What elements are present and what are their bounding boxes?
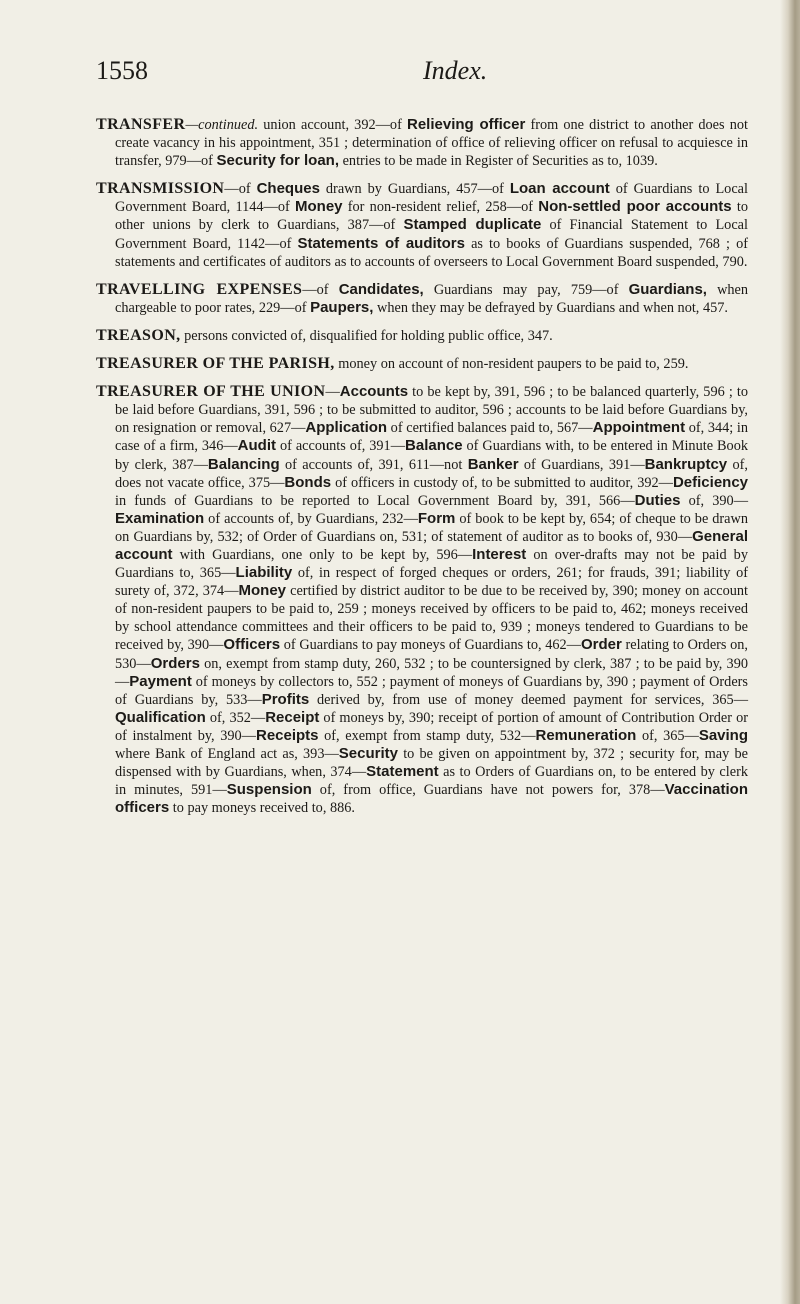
entry-headword: TRANSMISSION — [96, 180, 225, 198]
entry-text: of certified balances paid to, 567— — [387, 420, 593, 437]
subject-heading: Paupers, — [310, 298, 374, 316]
subject-heading: Qualification — [115, 708, 206, 726]
entry-text: of moneys by collectors to, 552 ; payment of moneys of Guardians by, 390 ; payment of Orders of Guardians by, 533— — [115, 673, 748, 708]
index-entry — [96, 180, 748, 270]
subject-heading: Examination — [115, 509, 205, 527]
subject-heading: Suspension — [226, 781, 312, 799]
subject-heading: Cheques — [256, 180, 320, 198]
subject-heading: Balance — [405, 437, 463, 455]
entry-text: of, 365— — [636, 727, 699, 744]
subject-heading: Banker — [467, 455, 519, 473]
entry-text: of accounts of, by Guardians, 232— — [204, 510, 418, 527]
entry-text: of, 390— — [680, 492, 749, 509]
subject-heading: Accounts — [339, 383, 409, 401]
entry-text: with Guardians, one only to be kept by, 596— — [172, 546, 473, 563]
subject-heading: Payment — [129, 672, 192, 690]
entry-text: of Guardians with, to be entered in Minute Book by clerk, 387— — [115, 438, 748, 473]
subject-heading: Money — [238, 582, 287, 600]
entry-text: from one district to another does not create vacancy in his appointment, 351 ; determination of office of relieving officer on refusal to acquiesce in transfer, 979—of — [115, 117, 748, 170]
entry-text: of book to be kept by, 654; of cheque to be drawn on Guardians by, 532; of Order of Guardians on, 531; of statement of auditor as to books of, 930— — [115, 510, 748, 545]
subject-heading: Orders — [150, 654, 200, 672]
subject-heading: Guardians, — [628, 280, 707, 298]
entry-text: for non-resident relief, 258—of — [342, 199, 539, 216]
index-page — [96, 56, 748, 827]
entry-text: as to Orders of Guardians on, to be entered by clerk in minutes, 591— — [115, 764, 749, 799]
entry-text: to be kept by, 391, 596 ; to be balanced quarterly, 596 ; to be laid before Guardians, 391, 596 ; to be submitted to auditor, 596 ; accounts to be laid before Guardians by, on resignation or removal, 627— — [115, 384, 748, 437]
entry-text: of, exempt from stamp duty, 532— — [318, 727, 536, 744]
subject-heading: Interest — [472, 545, 527, 563]
subject-heading: Non-settled poor accounts — [538, 198, 732, 216]
entry-headword: TREASURER OF THE UNION — [96, 383, 326, 401]
subject-heading: Statements of auditors — [297, 234, 465, 252]
entry-text: Guardians may pay, 759—of — [423, 281, 629, 298]
entry-text: of, 344; in case of a firm, 346— — [115, 420, 748, 455]
book-spine-shadow — [780, 0, 800, 1304]
index-entries — [96, 116, 748, 817]
subject-heading: Vaccination officers — [115, 781, 748, 817]
entry-text: of moneys by, 390; receipt of portion of amount of Contribution Order or of instalment by, 390— — [115, 709, 748, 744]
page-number: 1558 — [96, 56, 148, 85]
entry-text: on over-drafts may not be paid by Guardians to, 365— — [115, 546, 748, 582]
entry-text: of, 352— — [205, 709, 266, 726]
entry-text: of, from office, Guardians have not powers for, 378— — [311, 782, 665, 799]
subject-heading: Loan account — [509, 180, 610, 198]
entry-text: on, exempt from stamp duty, 260, 532 ; to be countersigned by clerk, 387 ; to be paid by, 390— — [115, 655, 748, 690]
entry-headword: TREASURER OF THE PARISH, — [96, 355, 335, 373]
subject-heading: Audit — [237, 437, 276, 455]
index-entry — [96, 281, 748, 317]
subject-heading: Candidates, — [338, 280, 424, 298]
entry-text: of officers in custody of, to be submitted to auditor, 392— — [331, 474, 673, 491]
entry-text: when they may be defrayed by Guardians and when not, 457. — [373, 299, 728, 316]
subject-heading: Appointment — [592, 419, 686, 437]
subject-heading: Form — [417, 509, 456, 527]
index-entry — [96, 355, 748, 373]
entry-text: of Financial Statement to Local Government Board, 1142—of — [115, 217, 748, 252]
subject-heading: Saving — [698, 726, 748, 744]
subject-heading: Duties — [634, 491, 681, 509]
entry-text: of accounts of, 391— — [275, 438, 406, 455]
index-entry — [96, 383, 748, 817]
entry-text: — — [325, 384, 340, 401]
subject-heading: Money — [295, 198, 343, 216]
entry-text: derived by, from use of money deemed payment for services, 365— — [309, 691, 749, 708]
entry-text: to be given on appointment by, 372 ; security for, may be dispensed with by Guardians, when, 374— — [115, 746, 748, 781]
entry-text: of, in respect of forged cheques or orders, 261; for frauds, 391; liability of surety of, 372, 374— — [115, 565, 749, 600]
index-entry — [96, 116, 748, 170]
entry-text: union account, 392—of — [258, 117, 407, 133]
subject-heading: Receipts — [255, 726, 319, 744]
index-entry — [96, 327, 748, 345]
subject-heading: Order — [580, 636, 622, 654]
entry-text: to other unions by clerk to Guardians, 387—of — [115, 199, 748, 234]
entry-text: in funds of Guardians to be reported to Local Government Board by, 391, 566— — [115, 492, 635, 509]
entry-text: where Bank of England act as, 393— — [115, 746, 339, 762]
subject-heading: Security — [338, 745, 398, 762]
entry-text: —of — [224, 181, 257, 198]
entry-text: of, does not vacate office, 375— — [115, 456, 749, 491]
entry-text: certified by district auditor to be due to be received by, 390; money on account of non-resident paupers to be paid to, 259 ; moneys received by officers to be paid to, 462; moneys received by school attendance committees and their officers to be paid to, 939 ; moneys tendered to Guardians to be received by, 390— — [115, 583, 748, 654]
continued-label: —continued. — [185, 117, 259, 133]
entry-text: of Guardians to pay moneys of Guardians to, 462— — [280, 637, 581, 654]
entry-headword: TRANSFER — [96, 116, 186, 133]
entry-text: of Guardians to Local Government Board, 1144—of — [115, 181, 748, 216]
entry-text: when chargeable to poor rates, 229—of — [115, 281, 749, 316]
page-header — [96, 56, 748, 90]
subject-heading: Statement — [366, 763, 439, 781]
entry-text: of Guardians, 391— — [518, 456, 645, 473]
subject-heading: Remuneration — [535, 726, 637, 744]
entry-text: entries to be made in Register of Securities as to, 1039. — [339, 153, 658, 170]
subject-heading: General account — [115, 527, 748, 563]
subject-heading: Stamped duplicate — [403, 216, 542, 234]
entry-headword: TREASON, — [96, 326, 181, 344]
subject-heading: Bonds — [284, 473, 332, 491]
subject-heading: Profits — [261, 690, 310, 708]
subject-heading: Liability — [235, 564, 293, 582]
subject-heading: Balancing — [207, 455, 280, 473]
entry-text: as to books of Guardians suspended, 768 ; of statements and certificates of auditors as to accounts of overseers to Local Government Board suspended, 790. — [115, 235, 748, 270]
subject-heading: Officers — [223, 636, 281, 654]
subject-heading: Application — [305, 419, 388, 437]
entry-text: of accounts of, 391, 611—not — [279, 456, 468, 473]
entry-text: drawn by Guardians, 457—of — [319, 181, 510, 198]
entry-text: —of — [302, 281, 339, 298]
subject-heading: Deficiency — [672, 473, 749, 491]
entry-text: relating to Orders on, 530— — [115, 637, 749, 672]
entry-text: money on account of non-resident paupers to be paid to, 259. — [334, 356, 689, 373]
entry-text: to pay moneys received to, 886. — [169, 800, 355, 817]
subject-heading: Bankruptcy — [644, 455, 728, 473]
running-title: Index. — [423, 56, 488, 85]
entry-text: persons convicted of, disqualified for holding public office, 347. — [180, 327, 553, 344]
subject-heading: Relieving officer — [407, 116, 526, 133]
entry-headword: TRAVELLING EXPENSES — [96, 280, 303, 298]
subject-heading: Receipt — [265, 708, 320, 726]
subject-heading: Security for loan, — [216, 152, 339, 170]
